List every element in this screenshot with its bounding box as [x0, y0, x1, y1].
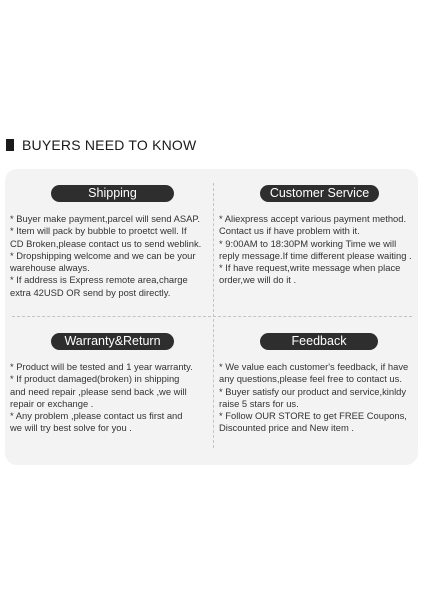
warranty-line: * Product will be tested and 1 year warranty.	[10, 361, 193, 372]
customer-service-line: * Aliexpress accept various payment method.	[219, 213, 407, 224]
customer-service-line: * If have request,write message when place	[219, 262, 401, 274]
customer-service-text	[219, 213, 419, 287]
feedback-text	[219, 361, 419, 435]
shipping-text	[10, 213, 210, 299]
shipping-line: * Item will pack by bubble to proetct well. If	[10, 225, 187, 237]
feedback-line: * We value each customer's feedback, if have	[219, 361, 409, 372]
shipping-line: * If address is Express remote area,charge	[10, 274, 188, 286]
heading-title: BUYERS NEED TO KNOW	[22, 137, 197, 153]
shipping-line: warehouse always.	[10, 262, 90, 274]
section-heading	[6, 137, 196, 153]
shipping-title-pill: Shipping	[51, 185, 174, 202]
shipping-line: CD Broken,please contact us to send weblink.	[10, 237, 202, 249]
warranty-line: we will try best solve for you .	[10, 422, 132, 434]
warranty-title-pill: Warranty&Return	[51, 333, 174, 350]
warranty-line: * If product damaged(broken) in shipping	[10, 373, 180, 385]
shipping-line: * Dropshipping welcome and we can be your	[10, 249, 196, 261]
customer-service-line: Contact us if have problem with it.	[219, 225, 360, 237]
customer-service-line: order,we will do it .	[219, 274, 297, 286]
warranty-line: * Any problem ,please contact us first and	[10, 410, 183, 422]
feedback-line: * Buyer satisfy our product and service,kinldy	[219, 385, 407, 397]
warranty-text	[10, 361, 210, 435]
feedback-line: any questions,please feel free to contact us.	[219, 373, 402, 385]
horizontal-divider	[12, 316, 412, 317]
heading-marker	[6, 139, 14, 151]
warranty-line: repair or exchange .	[10, 397, 94, 409]
feedback-title-pill: Feedback	[260, 333, 378, 350]
warranty-line: and need repair ,please send back ,we will	[10, 385, 187, 397]
shipping-line: * Buyer make payment,parcel will send ASAP.	[10, 213, 201, 224]
shipping-line: extra 42USD OR send by post directly.	[10, 286, 171, 298]
customer-service-line: reply message.If time different please waiting .	[219, 249, 412, 261]
feedback-line: raise 5 stars for us.	[219, 397, 299, 409]
customer-service-line: * 9:00AM to 18:30PM working Time we will	[219, 237, 397, 249]
customer-service-title-pill: Customer Service	[260, 185, 379, 202]
feedback-line: Discounted price and New item .	[219, 422, 354, 434]
feedback-line: * Follow OUR STORE to get FREE Coupons,	[219, 410, 407, 422]
